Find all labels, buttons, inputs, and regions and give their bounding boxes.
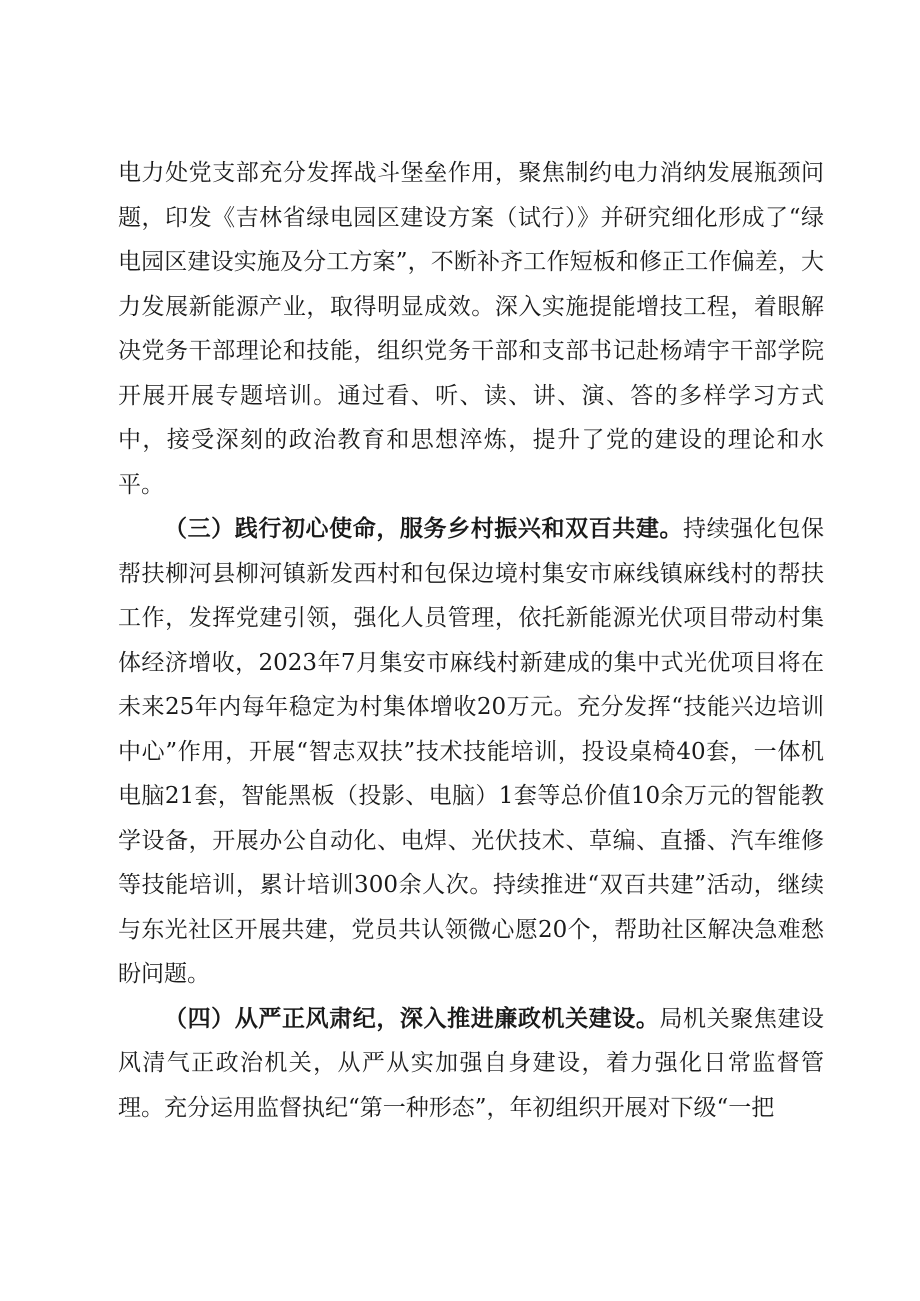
paragraph-electric-branch	[118, 151, 824, 507]
document-body	[118, 151, 824, 1130]
paragraph-body: 局机关聚焦建设风清气正政治机关，从严从实加强自身建设，着力强化日常监督管理。充分运用监督执纪“第一种形态”，年初组织开展对下级“一把	[118, 1005, 825, 1121]
paragraph-clean-government	[118, 997, 824, 1131]
section-heading-four: （四）从严正风肃纪，深入推进廉政机关建设。	[164, 1004, 660, 1032]
section-heading-three: （三）践行初心使命，服务乡村振兴和双百共建。	[164, 515, 684, 542]
paragraph-body: 电力处党支部充分发挥战斗堡垒作用，聚焦制约电力消纳发展瓶颈问题，印发《吉林省绿电园区建设方案（试行）》并研究细化形成了“绿电园区建设实施及分工方案”，不断补齐工作短板和修正工作偏差，大力发展新能源产业，取得明显成效。深入实施提能增技工程，着眼解决党务干部理论和技能，组织党务干部和支部书记赴杨靖宇干部学院开展开展专题培训。通过看、听、读、讲、演、答的多样学习方式中，接受深刻的政治教育和思想淬炼，提升了党的建设的理论和水平。	[118, 160, 824, 498]
paragraph-rural-revitalization	[118, 507, 824, 997]
paragraph-body: 持续强化包保帮扶柳河县柳河镇新发西村和包保边境村集安市麻线镇麻线村的帮扶工作，发挥党建引领，强化人员管理，依托新能源光伏项目带动村集体经济增收，2023年7月集安市麻线村新建成的集中式光优项目将在未来25年内每年稳定为村集体增收20万元。充分发挥“技能兴边培训中心”作用，开展“智志双扶”技术技能培训，投设桌椅40套，一体机电脑21套，智能黑板（投影、电脑）1套等总价值10余万元的智能教学设备，开展办公自动化、电焊、光伏技术、草编、直播、汽车维修等技能培训，累计培训300余人次。持续推进“双百共建”活动，继续与东光社区开展共建，党员共认领微心愿20个，帮助社区解决急难愁盼问题。	[118, 516, 825, 987]
